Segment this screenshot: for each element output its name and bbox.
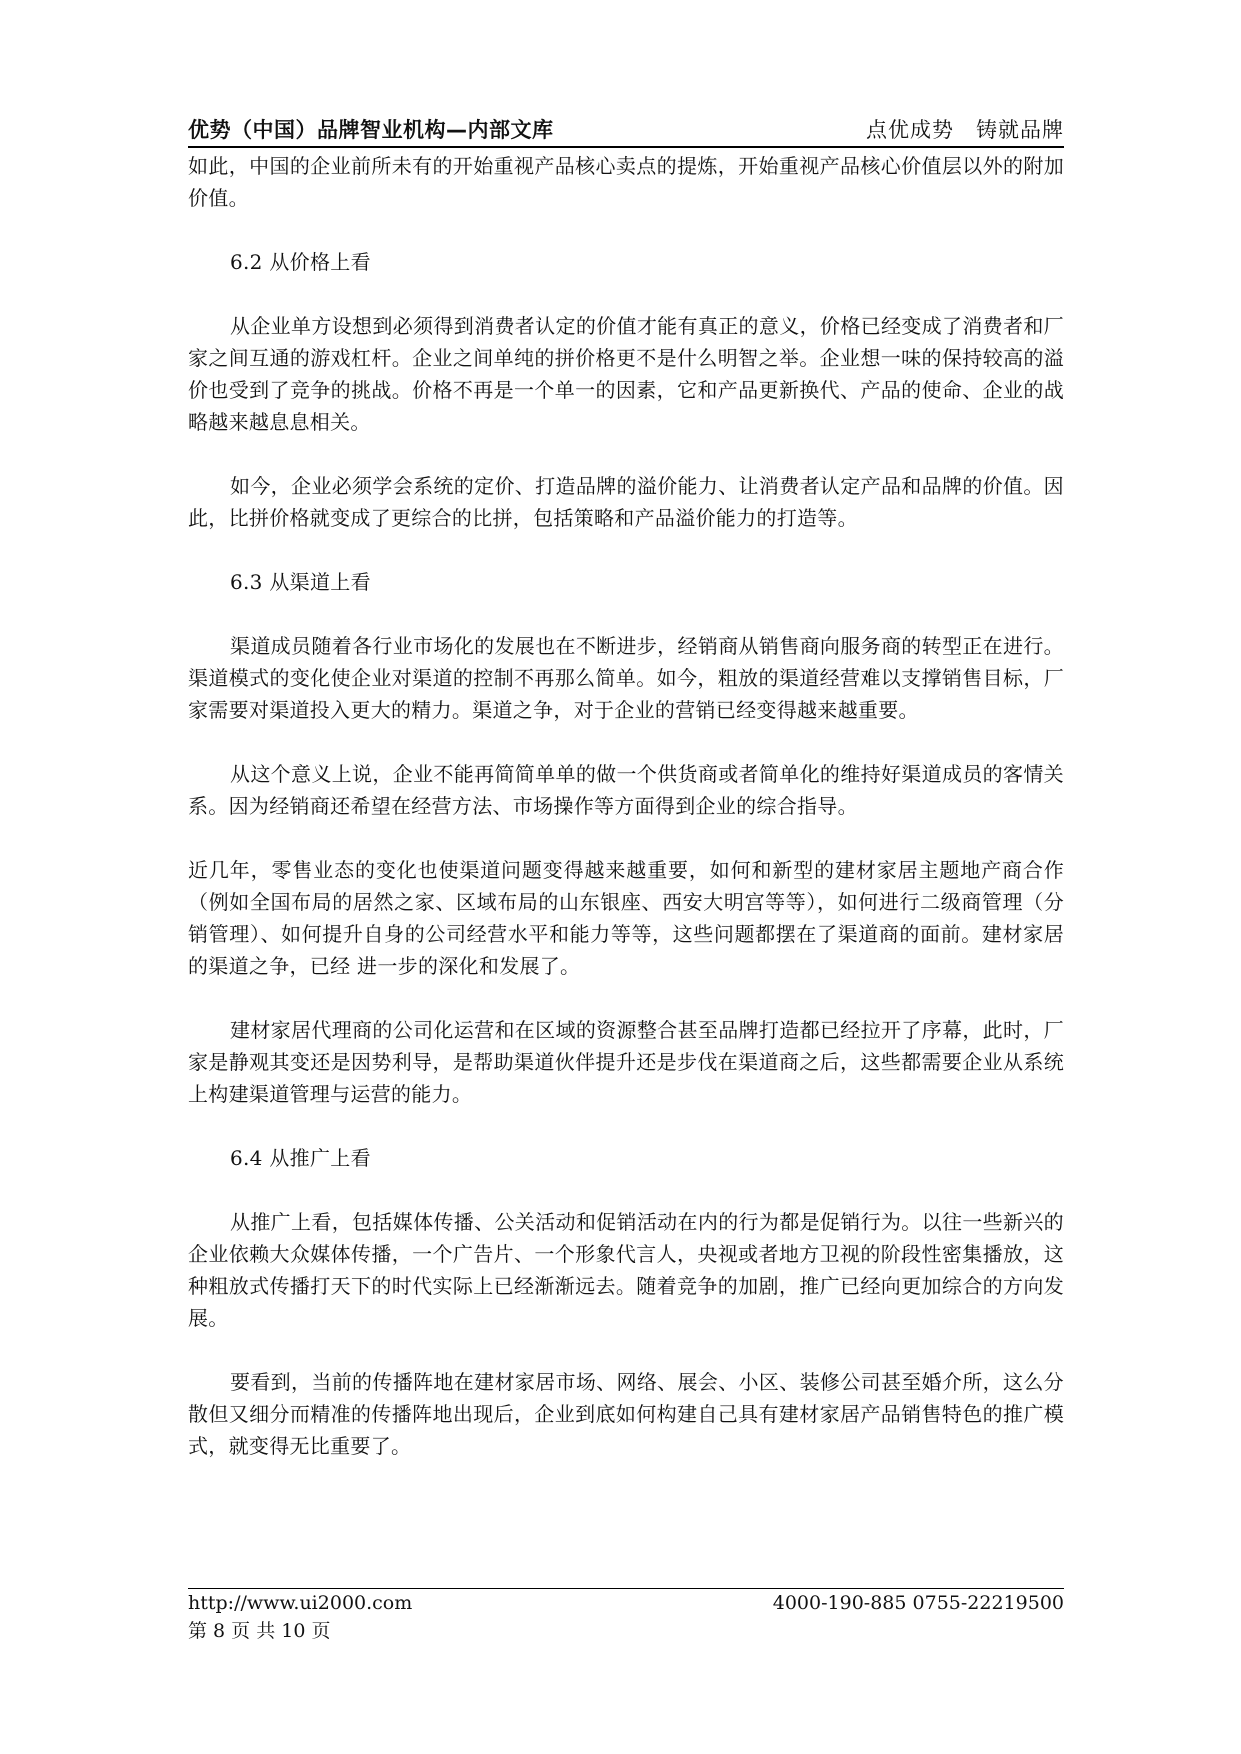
header-slogan: 点优成势 铸就品牌 [866, 118, 1064, 142]
body-paragraph: 近几年，零售业态的变化也使渠道问题变得越来越重要，如何和新型的建材家居主题地产商合作（例如全国布局的居然之家、区域布局的山东银座、西安大明宫等等），如何进行二级商管理（分销管理）、如何提升自身的公司经营水平和能力等等，这些问题都摆在了渠道商的面前。建材家居的渠道之争，已经 进一步的深化和发展了。 [188, 858, 1064, 978]
body-paragraph: 从企业单方设想到必须得到消费者认定的价值才能有真正的意义，价格已经变成了消费者和厂家之间互通的游戏杠杆。企业之间单纯的拼价格更不是什么明智之举。企业想一味的保持较高的溢价也受到了竞争的挑战。价格不再是一个单一的因素，它和产品更新换代、产品的使命、企业的战略越来越息息相关。 [188, 314, 1064, 434]
section-heading: 6.4 从推广上看 [230, 1146, 371, 1170]
footer-website-link[interactable]: http://www.ui2000.com [188, 1592, 413, 1614]
body-paragraph: 渠道成员随着各行业市场化的发展也在不断进步，经销商从销售商向服务商的转型正在进行。渠道模式的变化使企业对渠道的控制不再那么简单。如今，粗放的渠道经营难以支撑销售目标，厂家需要对渠道投入更大的精力。渠道之争，对于企业的营销已经变得越来越重要。 [188, 634, 1064, 722]
body-paragraph: 从这个意义上说，企业不能再简简单单的做一个供货商或者简单化的维持好渠道成员的客情关系。因为经销商还希望在经营方法、市场操作等方面得到企业的综合指导。 [188, 762, 1064, 818]
body-paragraph: 从推广上看，包括媒体传播、公关活动和促销活动在内的行为都是促销行为。以往一些新兴的企业依赖大众媒体传播，一个广告片、一个形象代言人，央视或者地方卫视的阶段性密集播放，这种粗放式传播打天下的时代实际上已经渐渐远去。随着竞争的加剧，推广已经向更加综合的方向发展。 [188, 1210, 1064, 1330]
body-paragraph: 建材家居代理商的公司化运营和在区域的资源整合甚至品牌打造都已经拉开了序幕，此时，厂家是静观其变还是因势利导，是帮助渠道伙伴提升还是步伐在渠道商之后，这些都需要企业从系统上构建渠道管理与运营的能力。 [188, 1018, 1064, 1106]
document-body [188, 150, 1064, 1462]
section-heading: 6.2 从价格上看 [230, 250, 371, 274]
page-number: 第 8 页 共 10 页 [188, 1620, 331, 1642]
body-paragraph: 如此，中国的企业前所未有的开始重视产品核心卖点的提炼，开始重视产品核心价值层以外的附加价值。 [188, 154, 1064, 210]
footer-phone-numbers: 4000-190-885 0755-22219500 [772, 1592, 1064, 1614]
body-paragraph: 如今，企业必须学会系统的定价、打造品牌的溢价能力、让消费者认定产品和品牌的价值。因此，比拼价格就变成了更综合的比拼，包括策略和产品溢价能力的打造等。 [188, 474, 1064, 530]
section-heading: 6.3 从渠道上看 [230, 570, 371, 594]
page-footer [188, 1588, 1064, 1642]
header-org-title: 优势（中国）品牌智业机构—内部文库 [188, 118, 554, 142]
body-paragraph: 要看到，当前的传播阵地在建材家居市场、网络、展会、小区、装修公司甚至婚介所，这么分散但又细分而精准的传播阵地出现后，企业到底如何构建自己具有建材家居产品销售特色的推广模式，就变得无比重要了。 [188, 1370, 1064, 1458]
page-header [188, 110, 1064, 148]
